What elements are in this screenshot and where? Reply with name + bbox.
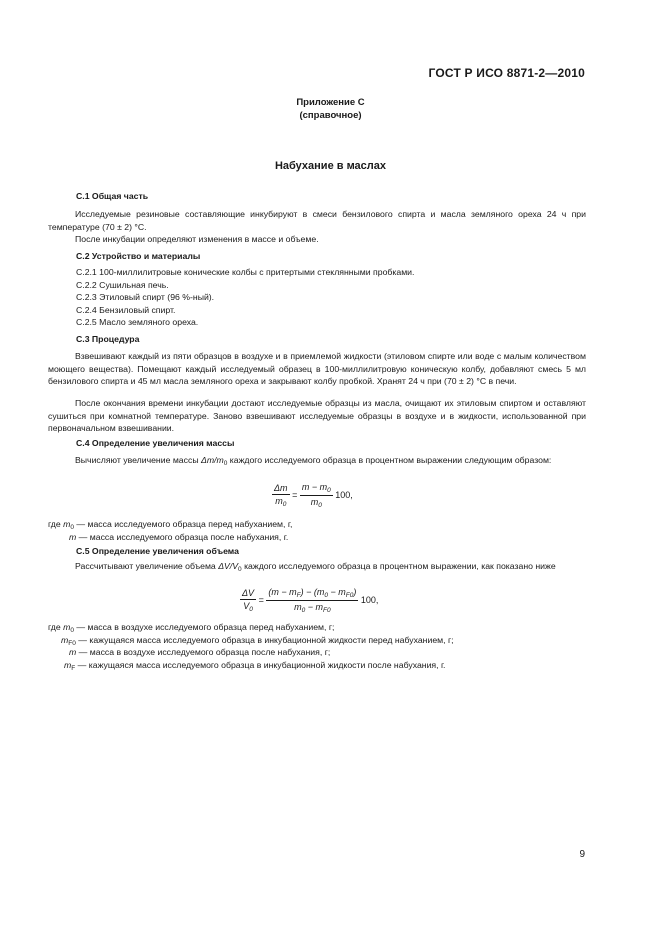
section-c3-heading: С.3 Процедура (76, 334, 140, 344)
list-item: С.2.5 Масло земляного ореха. (76, 317, 199, 327)
where-line (64, 660, 445, 672)
main-title: Набухание в маслах (274, 160, 387, 172)
where-line (48, 622, 334, 634)
subscript: 0 (223, 460, 228, 467)
subscript: F (71, 665, 76, 672)
definition: — масса исследуемого образца перед набуханием, г, (73, 519, 293, 529)
list-item: С.2.4 Бензиловый спирт. (76, 305, 176, 315)
definition: — масса в воздухе исследуемого образца перед набуханием, г; (73, 622, 335, 632)
definition: — кажущаяся масса исследуемого образца в инкубационной жидкости перед набуханием, г; (75, 635, 454, 645)
section-c1-paragraph-1: Исследуемые резиновые составляющие инкубируют в смеси бензилового спирта и масла земляного ореха 24 ч при температуре (70 ± 2) °С. (48, 209, 586, 232)
appendix-title: Приложение С (296, 97, 365, 108)
symbol: m (63, 519, 71, 529)
formula-lhs-fraction (240, 588, 256, 613)
intro-text: Вычисляют увеличение массы (75, 455, 201, 465)
symbol: m (61, 635, 69, 645)
formula-mass-increase (272, 482, 353, 509)
equals-sign: = (258, 594, 264, 605)
formula-lhs-fraction (272, 483, 290, 508)
fraction-numerator: Δm (274, 483, 288, 493)
section-c1-paragraph-2: После инкубации определяют изменения в массе и объеме. (75, 234, 319, 244)
where-word: где (48, 519, 61, 529)
fraction-numerator: $(m - m_F) - (m_0 - m_{F0})$ (268, 587, 357, 599)
symbol: m (69, 647, 77, 657)
fraction-denominator: $m_0 - m_{F0}$ (294, 602, 331, 614)
fraction-denominator: $m_0$ (310, 497, 322, 509)
section-c4-intro (48, 454, 586, 471)
intro-text: Рассчитывают увеличение объема (75, 561, 219, 571)
list-item: С.2.3 Этиловый спирт (96 %-ный). (76, 292, 215, 302)
fraction-denominator: $V_0$ (243, 601, 253, 613)
symbol: m (63, 622, 71, 632)
fraction-numerator: ΔV (242, 588, 255, 598)
formula-rhs-fraction (266, 587, 358, 614)
fraction-numerator: $m - m_0$ (301, 482, 331, 494)
section-c1-heading: С.1 Общая часть (76, 191, 149, 201)
intro-text: каждого исследуемого образца в процентном выражении следующим образом: (227, 455, 552, 465)
page-number: 9 (579, 849, 585, 860)
equals-sign: = (292, 489, 298, 500)
appendix-subtitle: (справочное) (299, 110, 362, 121)
subscript: F0 (68, 640, 76, 647)
formula-multiplier: 100, (335, 489, 353, 500)
fraction-denominator: $m_0$ (275, 496, 287, 508)
list-item: С.2.1 100-миллилитровые конические колбы с притертыми стеклянными пробками. (76, 267, 415, 277)
formula-volume-increase (240, 587, 378, 614)
where-word: где (48, 622, 61, 632)
where-line (69, 532, 288, 542)
symbol: m (64, 660, 72, 670)
section-c5-intro (48, 560, 586, 577)
subscript: 0 (70, 627, 74, 634)
definition: — масса в воздухе исследуемого образца после набухания, г; (76, 647, 331, 657)
where-line (48, 519, 292, 531)
section-c4-heading: С.4 Определение увеличения массы (76, 438, 235, 448)
section-c3-paragraph-1: Взвешивают каждый из пяти образцов в воздухе и в приемлемой жидкости (этиловом спирте или воде с малым количеством моющего вещества). Помещают каждый исследуемый образец в 100-миллилитровую коническую колбу, добавляют смесь 5 мл бензилового спирта и 45 мл масла земляного ореха и закрывают колбу пробкой. Хранят 24 ч при (70 ± 2) °С в печи. (48, 351, 586, 387)
where-line (69, 647, 330, 657)
subscript: 0 (70, 524, 74, 531)
list-item: С.2.2 Сушильная печь. (76, 280, 169, 290)
section-c5-heading: С.5 Определение увеличения объема (76, 546, 239, 556)
volume-ratio-symbol: ΔV/V (218, 561, 239, 571)
section-c3-paragraph-2: После окончания времени инкубации достают исследуемые образцы из масла, очищают их этиловым спиртом и оставляют сушиться при комнатной температуре. Заново взвешивают исследуемые образцы в воздухе и в жидкости, использованной при первоначальном взвешивании. (48, 398, 586, 434)
section-c2-heading: С.2 Устройство и материалы (76, 251, 201, 261)
formula-multiplier: 100, (360, 594, 379, 605)
definition: — кажущаяся масса исследуемого образца в инкубационной жидкости после набухания, г. (75, 660, 446, 670)
definition: — масса исследуемого образца после набухания, г. (76, 532, 289, 542)
intro-text: каждого исследуемого образца в процентном выражении, как показано ниже (241, 561, 556, 571)
subscript: 0 (238, 566, 242, 573)
where-line (61, 635, 454, 647)
mass-ratio-symbol: Δm/m (200, 455, 224, 465)
symbol: m (69, 532, 77, 542)
document-number: ГОСТ Р ИСО 8871-2—2010 (428, 66, 585, 80)
formula-rhs-fraction (300, 482, 333, 509)
